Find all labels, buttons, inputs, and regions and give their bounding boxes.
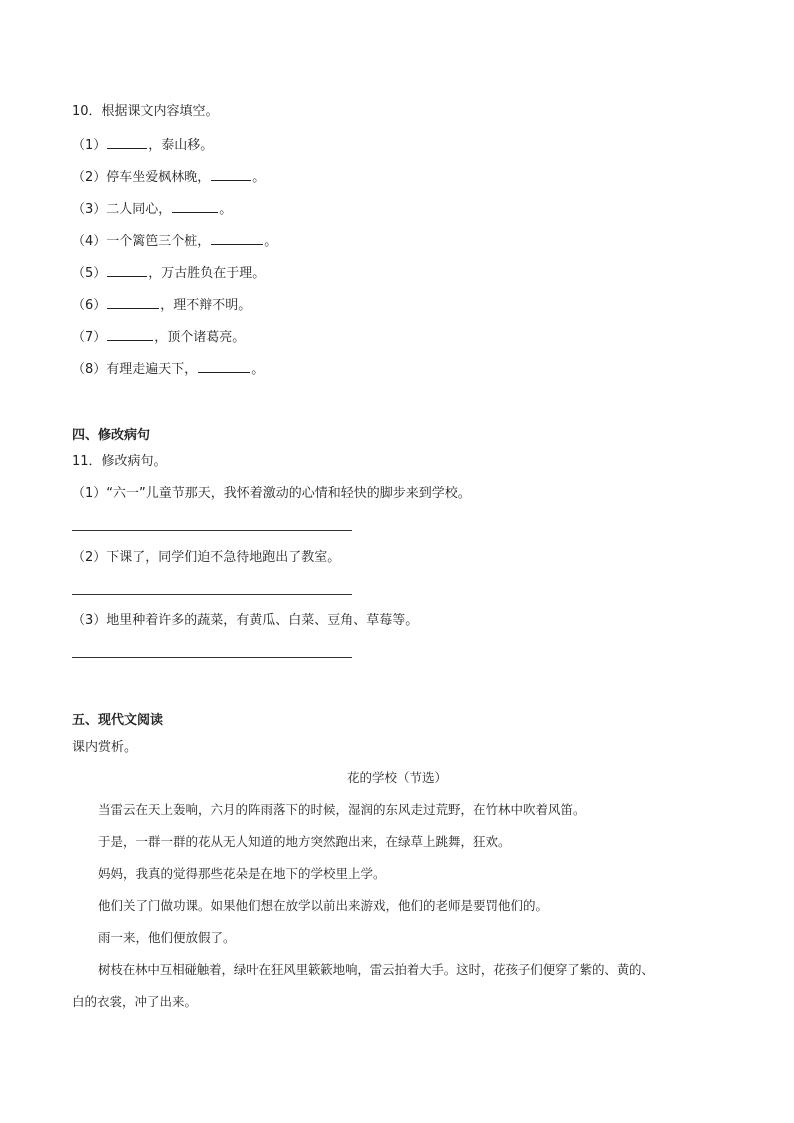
q10-item-3: （3）二人同心， 。 bbox=[72, 202, 233, 217]
q10-item-5: （5） ，万古胜负在于理。 bbox=[72, 266, 266, 281]
answer-line-1[interactable] bbox=[72, 530, 352, 531]
q10-item-8: （8）有理走遍天下， 。 bbox=[72, 362, 265, 377]
q11-title: 11．修改病句。 bbox=[72, 454, 167, 469]
section5-intro: 课内赏析。 bbox=[72, 740, 138, 755]
q10-item-2: （2）停车坐爱枫林晚， 。 bbox=[72, 170, 266, 185]
q10-item-1: （1） ，泰山移。 bbox=[72, 138, 214, 153]
section4-heading: 四、修改病句 bbox=[72, 428, 151, 443]
fill-blank[interactable] bbox=[107, 296, 159, 309]
passage-paragraph-6-cont: 白的衣裳，冲了出来。 bbox=[72, 994, 198, 1009]
fill-blank[interactable] bbox=[107, 328, 153, 341]
fill-blank[interactable] bbox=[107, 264, 147, 277]
q11-item-2: （2）下课了，同学们迫不急待地跑出了教室。 bbox=[72, 550, 341, 565]
passage-paragraph-2: 于是，一群一群的花从无人知道的地方突然跑出来，在绿草上跳舞，狂欢。 bbox=[98, 834, 511, 849]
q10-item-4: （4）一个篱笆三个桩， 。 bbox=[72, 234, 278, 249]
q10-item-6: （6） ，理不辩不明。 bbox=[72, 298, 252, 313]
q10-title: 10．根据课文内容填空。 bbox=[72, 104, 219, 119]
passage-paragraph-1: 当雷云在天上轰响，六月的阵雨落下的时候，湿润的东风走过荒野，在竹林中吹着风笛。 bbox=[98, 802, 586, 817]
fill-blank[interactable] bbox=[211, 232, 263, 245]
passage-paragraph-5: 雨一来，他们便放假了。 bbox=[98, 930, 236, 945]
fill-blank[interactable] bbox=[172, 200, 218, 213]
section5-heading: 五、现代文阅读 bbox=[72, 713, 164, 728]
fill-blank[interactable] bbox=[107, 136, 147, 149]
answer-line-3[interactable] bbox=[72, 657, 352, 658]
q11-item-1: （1）“六一”儿童节那天，我怀着激动的心情和轻快的脚步来到学校。 bbox=[72, 486, 471, 501]
passage-paragraph-4: 他们关了门做功课。如果他们想在放学以前出来游戏，他们的老师是要罚他们的。 bbox=[98, 898, 549, 913]
fill-blank[interactable] bbox=[211, 168, 251, 181]
fill-blank[interactable] bbox=[198, 360, 250, 373]
answer-line-2[interactable] bbox=[72, 594, 352, 595]
q10-item-7: （7） ，顶个诸葛亮。 bbox=[72, 330, 246, 345]
passage-paragraph-3: 妈妈，我真的觉得那些花朵是在地下的学校里上学。 bbox=[98, 866, 386, 881]
passage-title: 花的学校（节选） bbox=[346, 770, 447, 785]
passage-paragraph-6: 树枝在林中互相碰触着，绿叶在狂风里簌簌地响，雷云拍着大手。这时，花孩子们便穿了紫的、黄的、 bbox=[98, 962, 654, 977]
q11-item-3: （3）地里种着许多的蔬菜，有黄瓜、白菜、豆角、草莓等。 bbox=[72, 613, 419, 628]
